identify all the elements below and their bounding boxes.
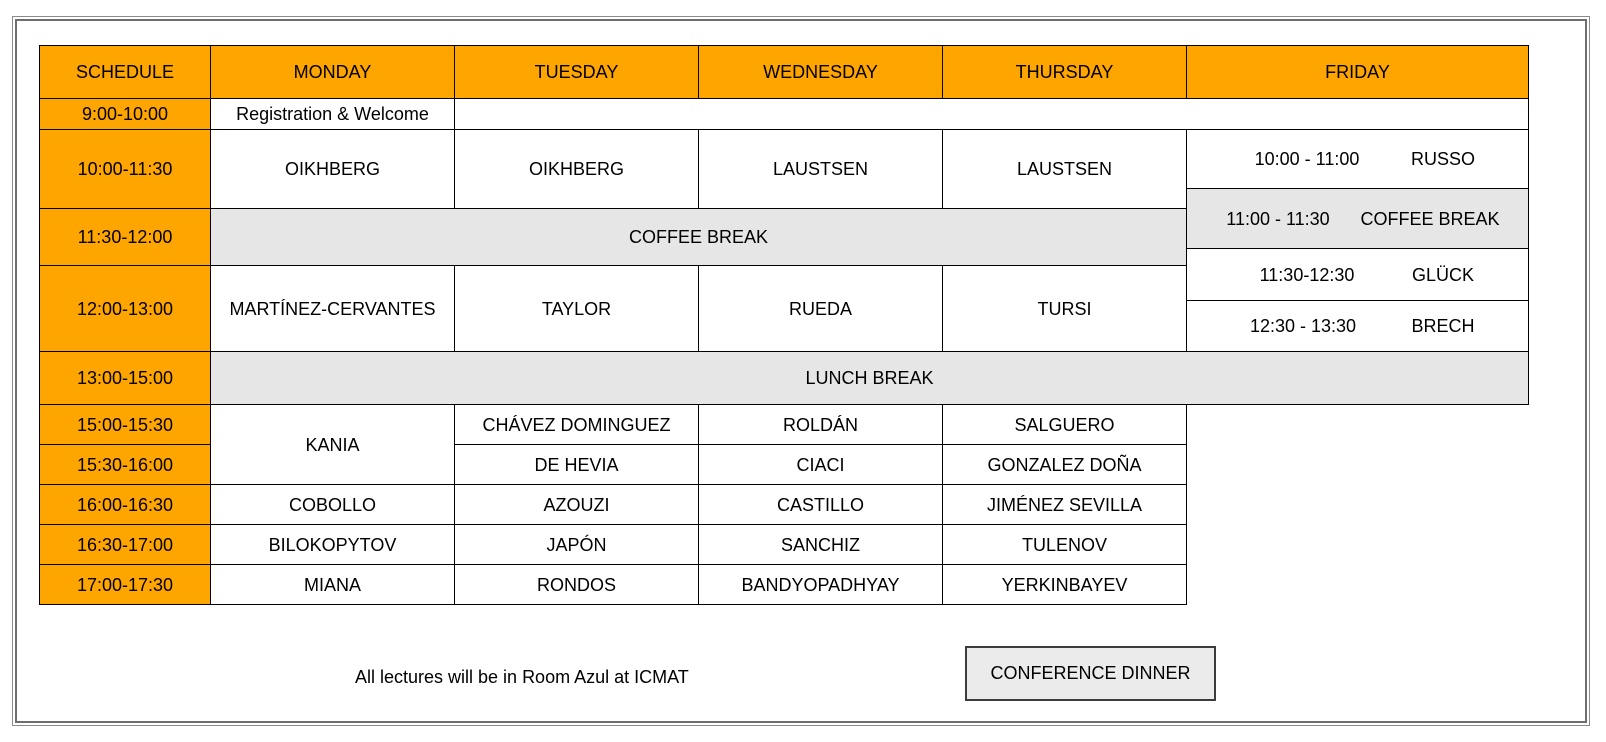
empty-cell — [454, 98, 1529, 130]
session-cell: GONZALEZ DOÑA — [942, 444, 1187, 485]
header-thursday: THURSDAY — [942, 45, 1187, 99]
session-cell: TURSI — [942, 265, 1187, 352]
session-cell: TAYLOR — [454, 265, 699, 352]
lunch-break-cell: LUNCH BREAK — [210, 351, 1529, 405]
session-cell: LAUSTSEN — [942, 129, 1187, 209]
session-cell: BILOKOPYTOV — [210, 524, 455, 565]
session-cell: SALGUERO — [942, 404, 1187, 445]
session-cell: SANCHIZ — [698, 524, 943, 565]
time-cell: 11:30-12:00 — [39, 208, 211, 266]
friday-slot — [1186, 129, 1529, 189]
time-cell: 15:00-15:30 — [39, 404, 211, 445]
header-friday: FRIDAY — [1186, 45, 1529, 99]
session-cell: OIKHBERG — [454, 129, 699, 209]
session-cell: RONDOS — [454, 564, 699, 605]
time-cell: 13:00-15:00 — [39, 351, 211, 405]
session-cell: OIKHBERG — [210, 129, 455, 209]
session-cell: COBOLLO — [210, 484, 455, 525]
header-schedule: SCHEDULE — [39, 45, 211, 99]
time-cell: 12:00-13:00 — [39, 265, 211, 352]
session-cell: RUEDA — [698, 265, 943, 352]
time-cell: 15:30-16:00 — [39, 444, 211, 485]
friday-slot-time: 10:00 - 11:00 — [1254, 149, 1360, 169]
time-cell: 16:00-16:30 — [39, 484, 211, 525]
session-cell: ROLDÁN — [698, 404, 943, 445]
session-cell: TULENOV — [942, 524, 1187, 565]
time-cell: 16:30-17:00 — [39, 524, 211, 565]
friday-slot-name: COFFEE BREAK — [1360, 208, 1500, 229]
coffee-break-cell: COFFEE BREAK — [210, 208, 1187, 266]
session-cell: AZOUZI — [454, 484, 699, 525]
time-cell: 10:00-11:30 — [39, 129, 211, 209]
session-cell: BANDYOPADHYAY — [698, 564, 943, 605]
friday-slot-time: 11:30-12:30 — [1259, 264, 1355, 285]
friday-slot-time: 12:30 - 13:30 — [1249, 316, 1357, 336]
time-cell: 17:00-17:30 — [39, 564, 211, 605]
friday-slot — [1186, 248, 1529, 301]
session-cell: CHÁVEZ DOMINGUEZ — [454, 404, 699, 445]
session-cell: DE HEVIA — [454, 444, 699, 485]
session-cell: CASTILLO — [698, 484, 943, 525]
session-cell: MARTÍNEZ-CERVANTES — [210, 265, 455, 352]
session-cell: KANIA — [210, 404, 455, 485]
friday-slot-time: 11:00 - 11:30 — [1226, 208, 1330, 229]
friday-slot — [1186, 300, 1529, 352]
friday-slot-name: BRECH — [1411, 316, 1475, 336]
friday-slot — [1186, 188, 1529, 249]
session-cell: MIANA — [210, 564, 455, 605]
session-cell: CIACI — [698, 444, 943, 485]
header-monday: MONDAY — [210, 45, 455, 99]
header-tuesday: TUESDAY — [454, 45, 699, 99]
friday-slot-name: GLÜCK — [1411, 264, 1474, 285]
session-cell: JAPÓN — [454, 524, 699, 565]
session-cell: YERKINBAYEV — [942, 564, 1187, 605]
conference-dinner-button[interactable]: CONFERENCE DINNER — [965, 646, 1216, 701]
venue-note: All lectures will be in Room Azul at ICMAT — [355, 667, 689, 687]
session-cell: LAUSTSEN — [698, 129, 943, 209]
registration-cell: Registration & Welcome — [210, 98, 455, 130]
header-wednesday: WEDNESDAY — [698, 45, 943, 99]
friday-slot-name: RUSSO — [1410, 149, 1475, 169]
session-cell: JIMÉNEZ SEVILLA — [942, 484, 1187, 525]
time-cell: 9:00-10:00 — [39, 98, 211, 130]
